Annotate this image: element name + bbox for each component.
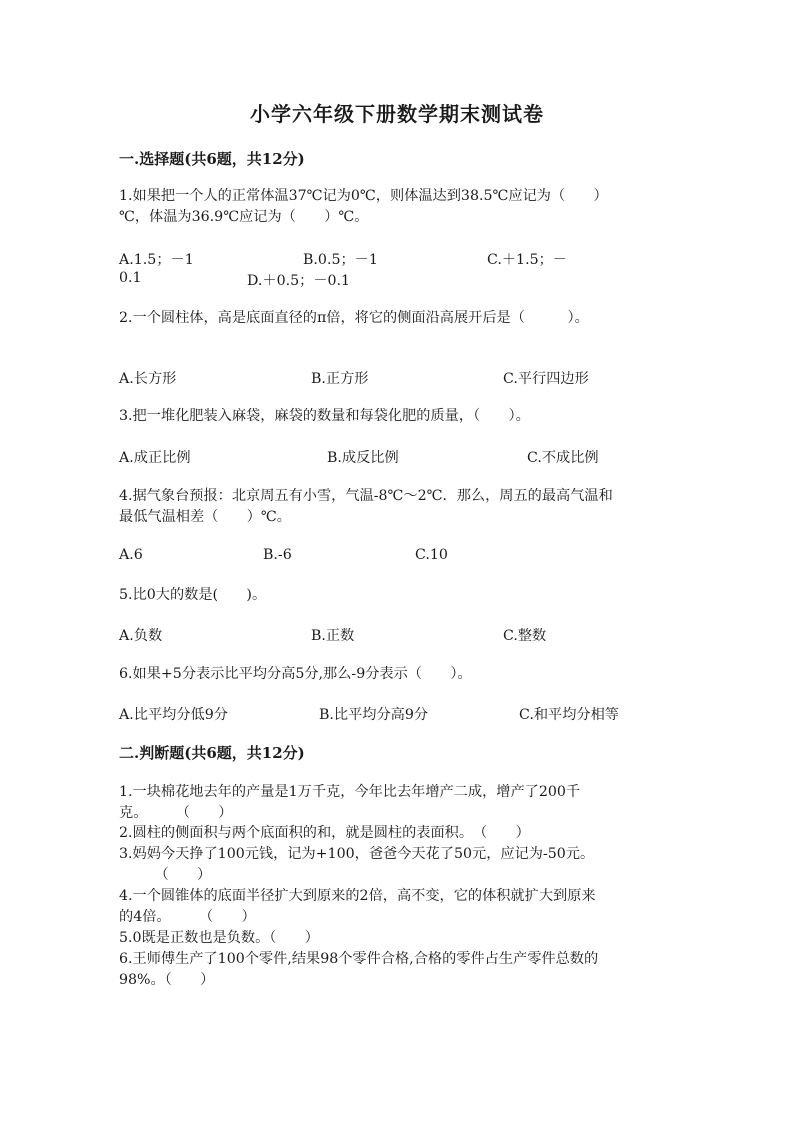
question-4-option-c: C.10 bbox=[415, 547, 448, 563]
question-4-option-b: B.-6 bbox=[263, 547, 292, 563]
question-4-option-a: A.6 bbox=[119, 547, 143, 563]
question-3-option-b: B.成反比例 bbox=[327, 450, 399, 466]
question-1-option-c-cont: 0.1 bbox=[119, 270, 142, 286]
question-2-option-c: C.平行四边形 bbox=[503, 371, 589, 387]
question-5-line-1: 5.比0大的数是( )。 bbox=[119, 587, 267, 603]
question-2-option-a: A.长方形 bbox=[119, 371, 177, 387]
question-5-option-c: C.整数 bbox=[503, 628, 547, 644]
judge-4-line-2: 的4倍。 （ ） bbox=[119, 909, 256, 925]
question-6-line-1: 6.如果+5分表示比平均分高5分,那么-9分表示（ ）。 bbox=[119, 666, 472, 682]
section-heading-true-false: 二.判断题(共6题，共12分) bbox=[119, 744, 305, 762]
question-4-line-2: 最低气温相差（ ）℃。 bbox=[119, 509, 291, 525]
judge-6-line-1: 6.王师傅生产了100个零件,结果98个零件合格,合格的零件占生产零件总数的 bbox=[119, 951, 599, 967]
judge-2-line-1: 2.圆柱的侧面积与两个底面积的和，就是圆柱的表面积。 （ ） bbox=[119, 825, 530, 841]
question-6-option-a: A.比平均分低9分 bbox=[119, 707, 228, 723]
question-4-line-1: 4.据气象台预报：北京周五有小雪，气温-8℃～2℃．那么，周五的最高气温和 bbox=[119, 488, 613, 504]
page-title: 小学六年级下册数学期末测试卷 bbox=[250, 102, 544, 126]
question-3-line-1: 3.把一堆化肥装入麻袋，麻袋的数量和每袋化肥的质量，（ ）。 bbox=[119, 408, 530, 424]
question-1-option-a: A.1.5；－1 bbox=[119, 252, 194, 268]
judge-1-line-2: 克。 （ ） bbox=[119, 805, 233, 821]
section-heading-choice: 一.选择题(共6题，共12分) bbox=[119, 150, 305, 168]
judge-1-line-1: 1.一块棉花地去年的产量是1万千克，今年比去年增产二成，增产了200千 bbox=[119, 784, 581, 800]
question-1-option-b: B.0.5；－1 bbox=[303, 252, 378, 268]
judge-4-line-1: 4.一个圆锥体的底面半径扩大到原来的2倍，高不变，它的体积就扩大到原来 bbox=[119, 888, 596, 904]
judge-5-line-1: 5.0既是正数也是负数。（ ） bbox=[119, 930, 319, 946]
question-3-option-c: C.不成比例 bbox=[527, 450, 599, 466]
question-1-line-1: 1.如果把一个人的正常体温37℃记为0℃，则体温达到38.5℃应记为（ ） bbox=[119, 188, 608, 204]
question-6-option-b: B.比平均分高9分 bbox=[319, 707, 429, 723]
question-6-option-c: C.和平均分相等 bbox=[519, 707, 619, 723]
question-5-option-a: A.负数 bbox=[119, 628, 163, 644]
question-3-option-a: A.成正比例 bbox=[119, 450, 191, 466]
judge-6-line-2: 98%。（ ） bbox=[119, 972, 215, 988]
question-5-option-b: B.正数 bbox=[311, 628, 355, 644]
judge-3-line-1: 3.妈妈今天挣了100元钱，记为+100，爸爸今天花了50元，应记为-50元。 bbox=[119, 846, 595, 862]
question-1-line-2: ℃，体温为36.9℃应记为（ ）℃。 bbox=[119, 209, 369, 225]
question-1-option-d: D.＋0.5；－0.1 bbox=[247, 273, 351, 289]
question-2-option-b: B.正方形 bbox=[311, 371, 369, 387]
judge-3-line-2: （ ） bbox=[119, 867, 212, 883]
question-1-option-c: C.＋1.5；－ bbox=[487, 252, 567, 268]
question-2-line-1: 2.一个圆柱体，高是底面直径的π倍，将它的侧面沿高展开后是（ ）。 bbox=[119, 310, 589, 326]
